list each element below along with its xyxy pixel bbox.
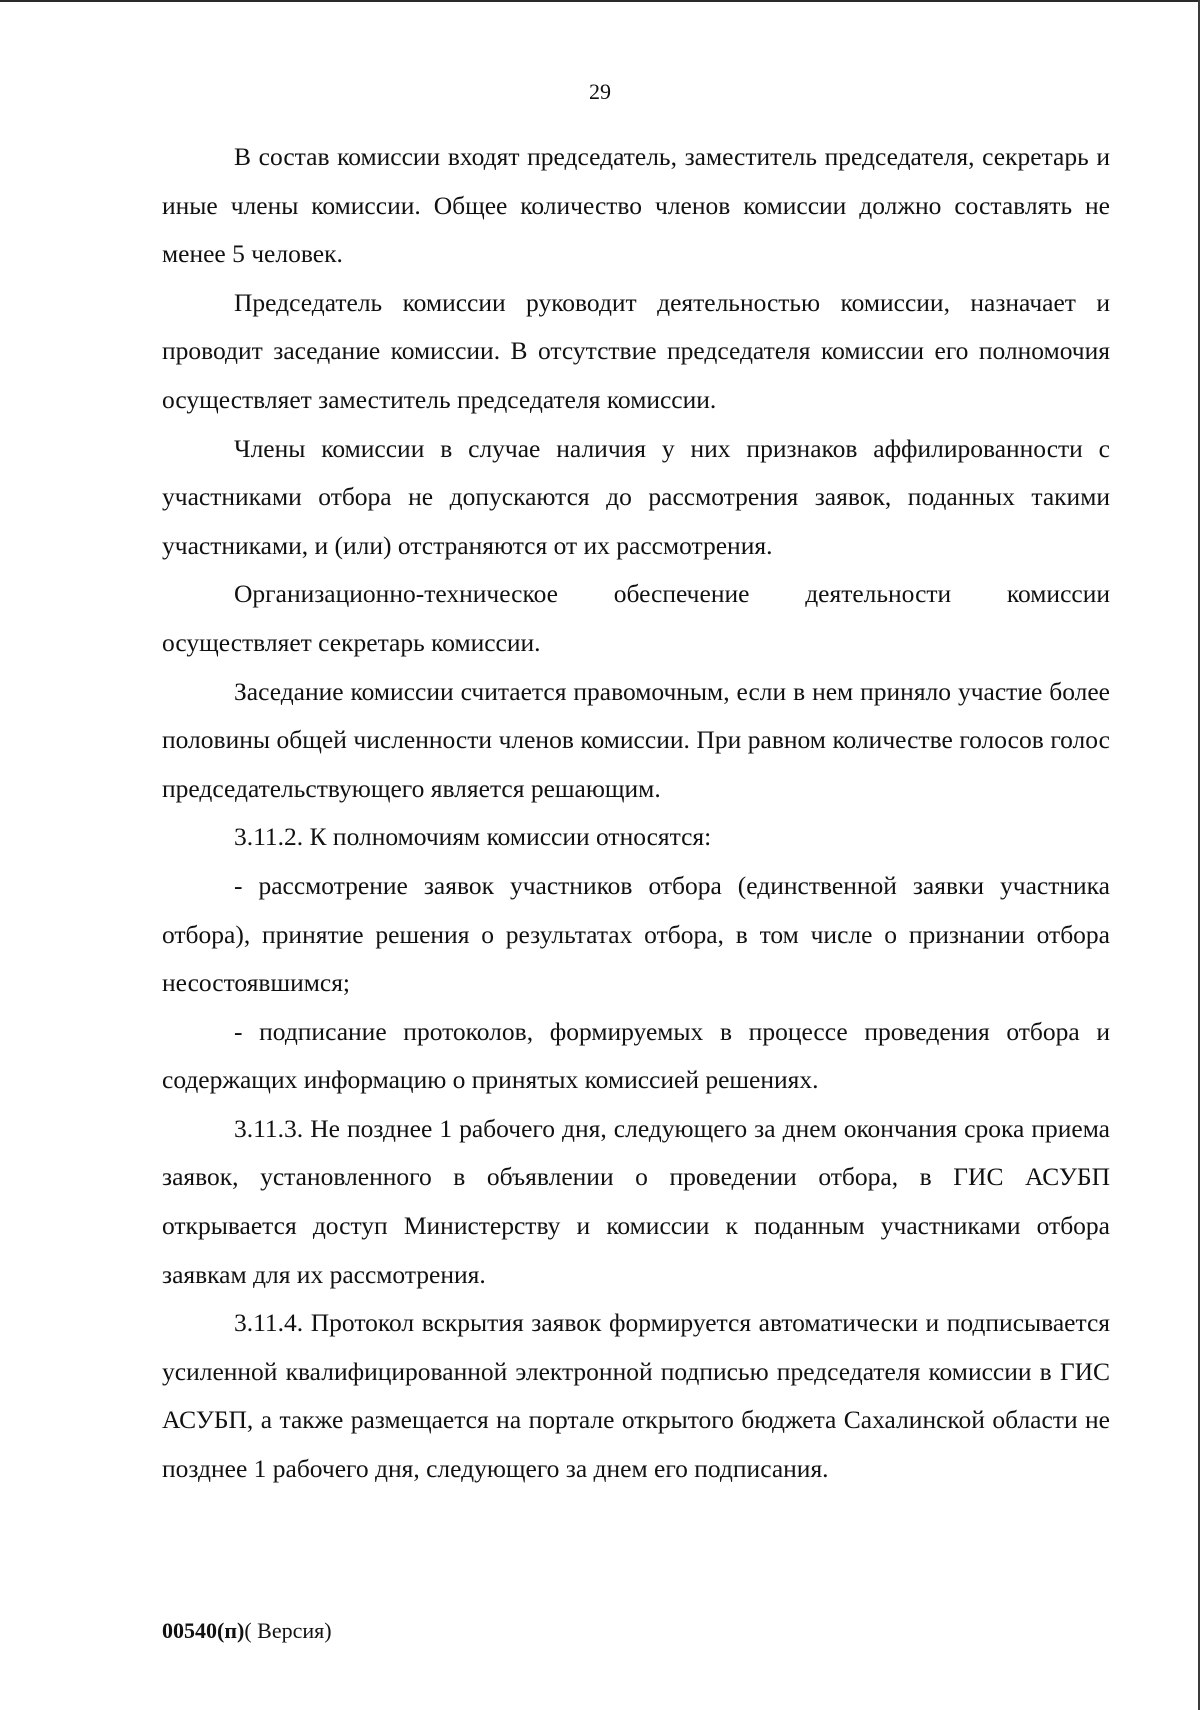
paragraph-section-3-11-4: 3.11.4. Протокол вскрытия заявок формируется автоматически и подписывается усиленной квалифицированной электронной подписью председателя комиссии в ГИС АСУБП, а также размещается на портале открытого бюджета Сахалинской области не позднее 1 рабочего дня, следующего за днем его подписания. (162, 1308, 1110, 1484)
list-item-sign-protocols: - подписание протоколов, формируемых в процессе проведения отбора и содержащих информацию о принятых комиссией решениях. (162, 1016, 1110, 1095)
list-item-review-applications: - рассмотрение заявок участников отбора (единственной заявки участника отбора), принятие решения о результатах отбора, в том числе о признании отбора несостоявшимся; (162, 870, 1110, 998)
document-footer (162, 1617, 332, 1645)
footer-code: 00540(п) (162, 1618, 245, 1643)
document-body (162, 133, 1110, 1494)
paragraph-organizational-support: Организационно-техническое обеспечение деятельности комиссии осуществляет секретарь комиссии. (162, 579, 1110, 657)
page-number: 29 (589, 79, 611, 104)
scan-edge-top (0, 0, 1200, 2)
paragraph-affiliation: Члены комиссии в случае наличия у них признаков аффилированности с участниками отбора не допускаются до рассмотрения заявок, поданных такими участниками, и (или) отстраняются от их рассмотрения. (162, 433, 1110, 560)
paragraph-section-3-11-2: 3.11.2. К полномочиям комиссии относятся: (234, 822, 712, 852)
footer-version: ( Версия) (244, 1618, 332, 1643)
paragraph-quorum: Заседание комиссии считается правомочным, если в нем приняло участие более половины общей численности членов комиссии. При равном количестве голосов голос председательствующего является решающим. (162, 676, 1110, 803)
paragraph-commission-composition: В состав комиссии входят председатель, заместитель председателя, секретарь и иные члены комиссии. Общее количество членов комиссии должно составлять не менее 5 человек. (162, 142, 1110, 269)
paragraph-section-3-11-3: 3.11.3. Не позднее 1 рабочего дня, следующего за днем окончания срока приема заявок, установленного в объявлении о проведении отбора, в ГИС АСУБП открывается доступ Министерству и комиссии к поданным участниками отбора заявкам для их рассмотрения. (162, 1113, 1110, 1289)
paragraph-chairman-duties: Председатель комиссии руководит деятельностью комиссии, назначает и проводит заседание комиссии. В отсутствие председателя комиссии его полномочия осуществляет заместитель председателя комиссии. (162, 287, 1110, 414)
